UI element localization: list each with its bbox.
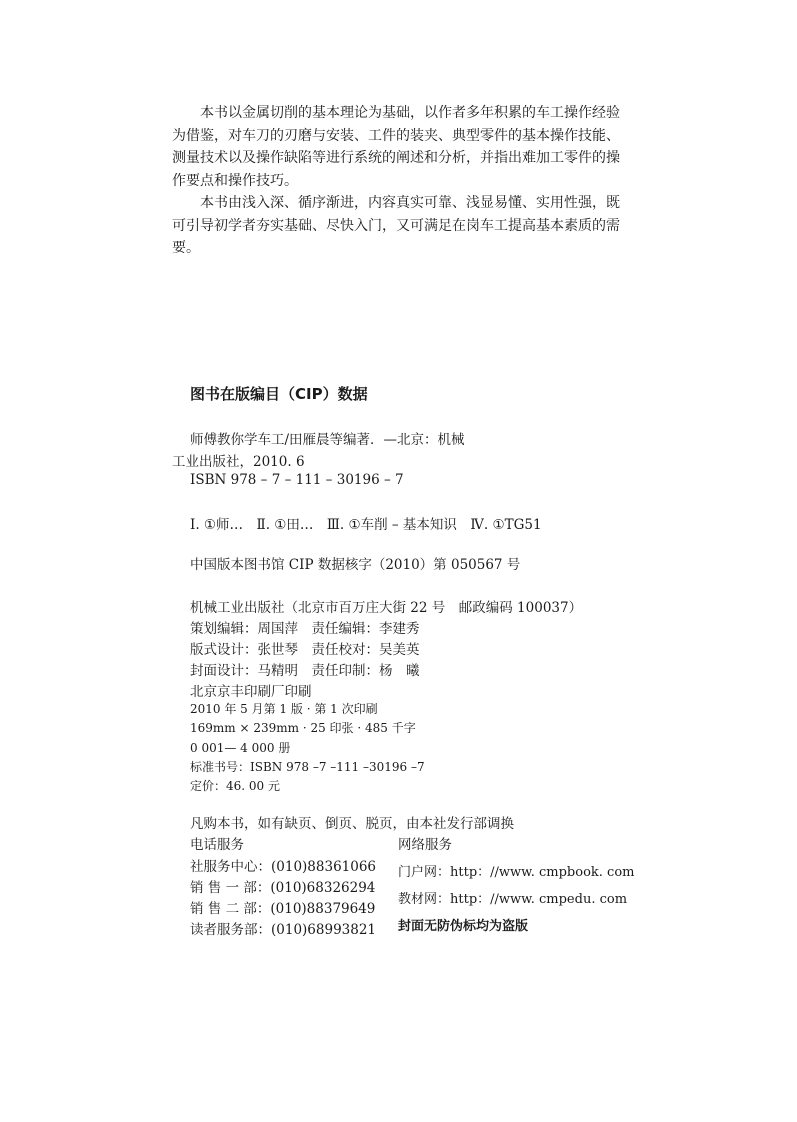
cip-classification: Ⅰ. ①师… Ⅱ. ①田… Ⅲ. ①车削 – 基本知识 Ⅳ. ①TG51 — [190, 517, 542, 533]
description-paragraph-1: 本书以金属切削的基本理论为基础，以作者多年积累的车工操作经验为借鉴，对车刀的刃磨与安装、工件的装夹、典型零件的基本操作技能、测量技术以及操作缺陷等进行系统的阐述和分析，并指出难加工零件的操作要点和操作技巧。 — [172, 105, 620, 189]
publisher-info: 机械工业出版社（北京市百万庄大街 22 号 邮政编码 100037） — [190, 600, 583, 616]
cip-verification: 中国版本图书馆 CIP 数据核字（2010）第 050567 号 — [190, 557, 521, 573]
layout-design: 版式设计：张世琴 责任校对：吴美英 — [190, 642, 420, 658]
phone-sales-1: 销 售 一 部：(010)68326294 — [190, 880, 376, 896]
format: 169mm × 239mm · 25 印张 · 485 千字 — [190, 721, 416, 735]
phone-service-center: 社服务中心：(010)88361066 — [190, 859, 377, 875]
network-service-heading: 网络服务 — [398, 837, 452, 853]
book-description — [172, 102, 624, 260]
standard-number: 标准书号：ISBN 978 –7 –111 –30196 –7 — [190, 760, 425, 774]
edition: 2010 年 5 月第 1 版 · 第 1 次印刷 — [190, 702, 378, 716]
phone-sales-2: 销 售 二 部：(010)88379649 — [190, 901, 376, 917]
portal-website: 门户网：http：//www. cmpbook. com — [398, 865, 635, 880]
anti-piracy-notice: 封面无防伪标均为盗版 — [398, 919, 529, 934]
cip-isbn-line: ISBN 978 – 7 – 111 – 30196 – 7 — [190, 472, 404, 488]
planning-editor: 策划编辑：周国萍 责任编辑：李建秀 — [190, 621, 420, 637]
cip-heading: 图书在版编目（CIP）数据 — [190, 385, 368, 403]
cip-title-line: 师傅教你学车工/田雁晨等编著．—北京：机械 — [190, 432, 465, 448]
print-run: 0 001— 4 000 册 — [190, 741, 291, 755]
printer: 北京京丰印刷厂印刷 — [190, 684, 312, 700]
cip-publisher-line: 工业出版社，2010. 6 — [172, 454, 305, 470]
return-notice: 凡购本书，如有缺页、倒页、脱页，由本社发行部调换 — [190, 816, 514, 832]
description-paragraph-2: 本书由浅入深、循序渐进，内容真实可靠、浅显易懂、实用性强，既可引导初学者夯实基础、尽快入门，又可满足在岗车工提高基本素质的需要。 — [172, 195, 620, 256]
textbook-website: 教材网：http：//www. cmpedu. com — [398, 892, 628, 907]
cover-design: 封面设计：马精明 责任印制：杨 曦 — [190, 663, 420, 679]
phone-reader-service: 读者服务部：(010)68993821 — [190, 922, 377, 938]
phone-service-heading: 电话服务 — [190, 837, 244, 853]
price: 定价：46. 00 元 — [190, 779, 280, 793]
